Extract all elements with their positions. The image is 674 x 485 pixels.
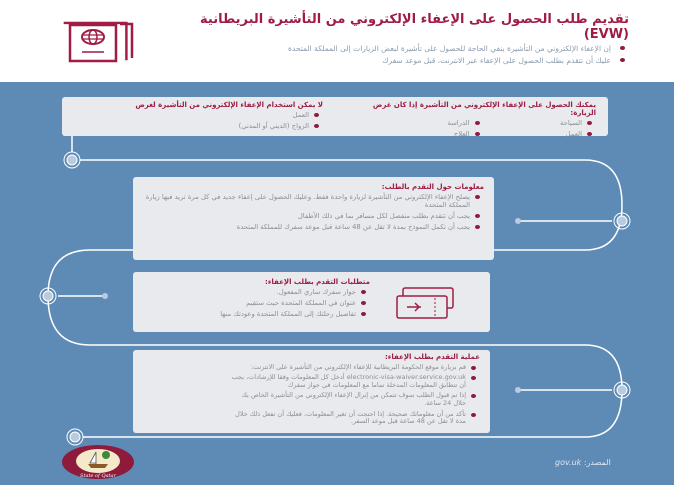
info-item: يصلح الإعفاء الإلكتروني من التأشيرة لزيارة واحدة فقط. وعليك الحصول على إعفاء جديد في كل مرة تريد فيها زيارة المملكة المتحدة: [143, 193, 484, 209]
intro-item: عليك أن تتقدم بطلب الحصول على الإعفاء عبر الانترنت، قبل موعد سفرك: [159, 56, 629, 65]
process-step: تأكد من أن معلوماتك صحيحة. إذا احتجت أن تغير المعلومات، فعليك أن تفعل ذلك خلال مدة لا تقل عن 48 ساعة قبل موعد السفر.: [230, 411, 480, 426]
purpose-item: العلاج: [371, 130, 484, 138]
info-card: [133, 177, 494, 260]
allowed-title: يمكنك الحصول على الإعفاء الإلكتروني من التأشيرة إذا كان غرض الزيارة:: [372, 101, 596, 117]
process-step: قم بزيارة موقع الحكومة البريطانية للإعفاء الإلكتروني من التأشيرة على الانترنت:: [230, 364, 480, 372]
svg-text:State of Qatar: State of Qatar: [80, 473, 116, 479]
eligibility-card: [62, 97, 608, 136]
process-title: عملية التقدم بطلب الإعفاء:: [385, 353, 480, 361]
requirement-item: تفاصيل رحلتك إلى المملكة المتحدة وعودتك منها: [150, 310, 370, 318]
info-item: يجب أن تكمل النموذج بمدة لا تقل عن 48 ساعة قبل موعد سفرك للمملكة المتحدة: [143, 223, 484, 231]
purpose-item: الزواج (الديني أو المدني): [73, 122, 323, 130]
requirements-title: متطلبات التقدم بطلب الإعفاء:: [265, 278, 370, 286]
state-of-qatar-logo: [60, 444, 136, 480]
source-link[interactable]: gov.uk: [555, 458, 582, 467]
allowed-purposes: [346, 101, 596, 141]
process-step: electronic-visa-waiver.service.gov.uk أدخل كل المعلومات وفقا للإرشادات، يجب أن تتطابق المعلومات المدخلة تماما مع المعلومات في جواز سفرك: [230, 374, 480, 389]
purpose-item: العمل: [73, 111, 323, 119]
intro-item: إن الإعفاء الإلكتروني من التأشيرة ينفي الحاجة للحصول على تأشيرة لبعض الزيارات إلى المملكة المتحدة: [159, 44, 629, 53]
requirement-item: جواز سفرك ساري المفعول.: [150, 288, 370, 296]
page-title: تقديم طلب الحصول على الإعفاء الإلكتروني من التأشيرة البريطانية (EVW): [200, 12, 629, 42]
process-card: [133, 350, 490, 433]
process-step: إذا تم قبول الطلب سوف تتمكن من إنزال الإعفاء الإلكتروني من التأشيرة الخاص بك خلال 24 ساعة.: [230, 392, 480, 407]
purpose-item: الدراسة: [371, 119, 484, 127]
purpose-item: السياحة: [484, 119, 597, 127]
source-credit: [555, 458, 611, 467]
info-title: معلومات حول التقدم بالطلب:: [381, 183, 484, 191]
tickets-icon: [395, 286, 455, 320]
source-label: المصدر:: [583, 458, 611, 467]
disallowed-title: لا يمكن استخدام الإعفاء الإلكتروني من التأشيرة لغرض: [135, 101, 323, 109]
requirement-item: عنوان في المملكة المتحدة حيث ستقيم: [150, 299, 370, 307]
disallowed-purposes: [73, 101, 323, 133]
purpose-item: العمل: [484, 130, 597, 138]
info-item: يجب أن تتقدم بطلب منفصل لكل مسافر بما في ذلك الأطفال: [143, 212, 484, 220]
requirements-card: [133, 272, 490, 332]
requirements-text: [150, 278, 370, 318]
